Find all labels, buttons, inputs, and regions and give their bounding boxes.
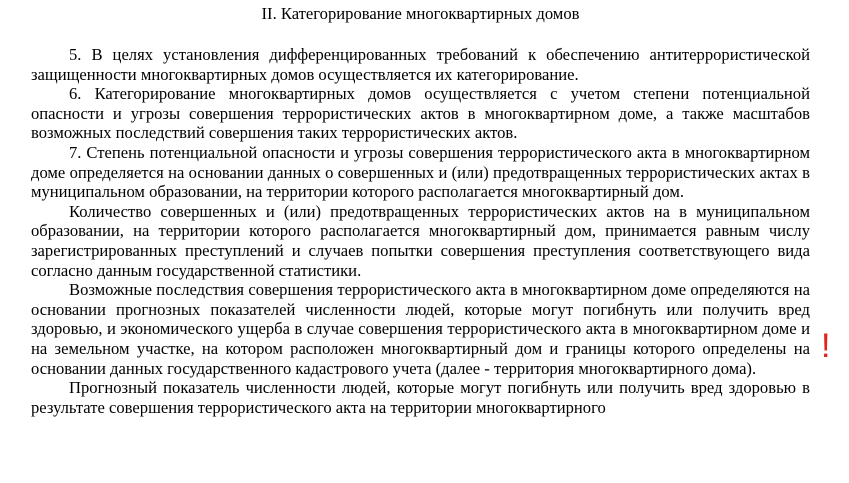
document-body bbox=[31, 4, 810, 417]
paragraph-5: 5. В целях установления дифференцированных требований к обеспечению антитеррористической защищенности многоквартирных домов осуществляется их категорирование. bbox=[31, 45, 810, 84]
paragraph-consequences: Возможные последствия совершения террористического акта в многоквартирном доме определяются на основании прогнозных показателей численности людей, которые могут погибнуть или получить вред здоровью, и экономического ущерба в случае совершения террористического акта в многоквартирном доме и на земельном участке, на котором расположен многоквартирный дом и границы которого определены на основании данных государственного кадастрового учета (далее - территория многоквартирного дома). bbox=[31, 280, 810, 378]
paragraph-attack-count: Количество совершенных и (или) предотвращенных террористических актов на в муниципальном образовании, на территории которого располагается многоквартирный дом, принимается равным числу зарегистрированных преступлений и случаев попытки совершения преступления соответствующего вида согласно данным государственной статистики. bbox=[31, 201, 810, 280]
exclamation-mark-icon: ! bbox=[821, 327, 831, 365]
paragraph-forecast: Прогнозный показатель численности людей, которые могут погибнуть или получить вред здоровью в результате совершения террористического акта на территории многоквартирного bbox=[31, 378, 810, 417]
paragraph-7: 7. Степень потенциальной опасности и угрозы совершения террористического акта в многоквартирном доме определяется на основании данных о совершенных и (или) предотвращенных террористических актах в муниципальном образовании, на территории которого располагается многоквартирный дом. bbox=[31, 142, 810, 202]
paragraph-6: 6. Категорирование многоквартирных домов осуществляется с учетом степени потенциальной опасности и угрозы совершения террористических актов в многоквартирном доме, а также масштабов возможных последствий совершения таких террористических актов. bbox=[31, 84, 810, 143]
section-title: II. Категорирование многоквартирных домов bbox=[261, 4, 580, 23]
